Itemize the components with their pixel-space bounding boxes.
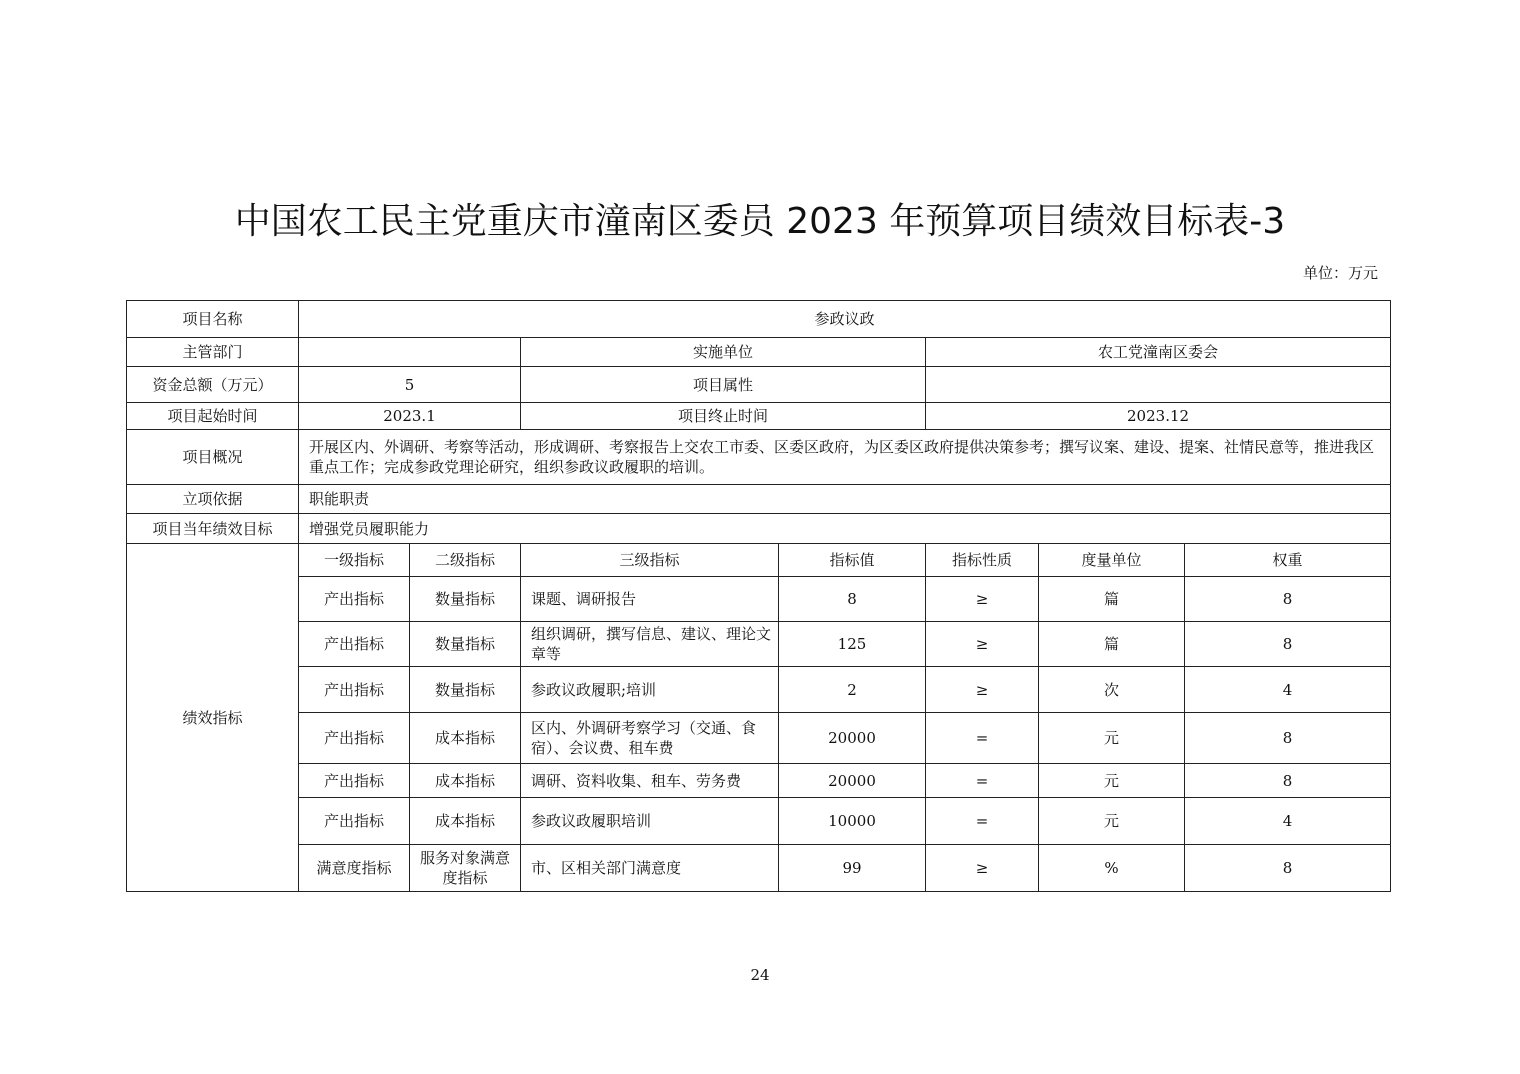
cell-unit: % — [1039, 845, 1185, 892]
cell-weight: 8 — [1185, 845, 1391, 892]
row-overview — [127, 430, 1391, 485]
cell-level3: 课题、调研报告 — [521, 577, 779, 622]
cell-level1: 产出指标 — [299, 713, 410, 764]
overview-value: 开展区内、外调研、考察等活动，形成调研、考察报告上交农工市委、区委区政府，为区委区政府提供决策参考；撰写议案、建设、提案、社情民意等，推进我区重点工作；完成参政党理论研究，组织参政议政履职的培训。 — [299, 430, 1391, 485]
cell-unit: 篇 — [1039, 622, 1185, 667]
table-row — [127, 798, 1391, 845]
row-time — [127, 403, 1391, 430]
table-row — [127, 845, 1391, 892]
impl-value: 农工党潼南区委会 — [926, 338, 1391, 367]
cell-weight: 8 — [1185, 713, 1391, 764]
indicators-section-label: 绩效指标 — [127, 544, 299, 892]
basis-label: 立项依据 — [127, 485, 299, 514]
fund-value: 5 — [299, 367, 521, 403]
cell-nature: = — [926, 764, 1039, 798]
header-value: 指标值 — [779, 544, 926, 577]
attr-label: 项目属性 — [521, 367, 926, 403]
cell-level3: 参政议政履职;培训 — [521, 667, 779, 713]
cell-weight: 4 — [1185, 798, 1391, 845]
row-basis — [127, 485, 1391, 514]
cell-weight: 4 — [1185, 667, 1391, 713]
overview-label: 项目概况 — [127, 430, 299, 485]
cell-level2: 数量指标 — [410, 622, 521, 667]
table-row — [127, 622, 1391, 667]
cell-level1: 产出指标 — [299, 798, 410, 845]
cell-level2: 服务对象满意度指标 — [410, 845, 521, 892]
project-name-value: 参政议政 — [299, 301, 1391, 338]
cell-nature: ≥ — [926, 577, 1039, 622]
cell-nature: ≥ — [926, 667, 1039, 713]
basis-value: 职能职责 — [299, 485, 1391, 514]
row-department — [127, 338, 1391, 367]
cell-level2: 成本指标 — [410, 713, 521, 764]
dept-label: 主管部门 — [127, 338, 299, 367]
row-fund — [127, 367, 1391, 403]
cell-unit: 元 — [1039, 798, 1185, 845]
dept-value — [299, 338, 521, 367]
cell-level3: 市、区相关部门满意度 — [521, 845, 779, 892]
cell-level1: 满意度指标 — [299, 845, 410, 892]
end-value: 2023.12 — [926, 403, 1391, 430]
page-number: 24 — [750, 966, 770, 984]
cell-level2: 数量指标 — [410, 667, 521, 713]
cell-value: 99 — [779, 845, 926, 892]
cell-level1: 产出指标 — [299, 577, 410, 622]
cell-nature: ≥ — [926, 622, 1039, 667]
cell-nature: = — [926, 713, 1039, 764]
performance-table — [126, 300, 1391, 892]
table-row — [127, 713, 1391, 764]
document-title: 中国农工民主党重庆市潼南区委员 2023 年预算项目绩效目标表-3 — [234, 201, 1286, 242]
cell-value: 10000 — [779, 798, 926, 845]
impl-label: 实施单位 — [521, 338, 926, 367]
unit-label: 单位：万元 — [1302, 264, 1378, 282]
table-row — [127, 667, 1391, 713]
cell-level3: 组织调研，撰写信息、建议、理论文章等 — [521, 622, 779, 667]
row-project-name — [127, 301, 1391, 338]
fund-label: 资金总额（万元） — [127, 367, 299, 403]
project-name-label: 项目名称 — [127, 301, 299, 338]
cell-nature: = — [926, 798, 1039, 845]
goal-label: 项目当年绩效目标 — [127, 514, 299, 544]
cell-value: 8 — [779, 577, 926, 622]
header-weight: 权重 — [1185, 544, 1391, 577]
header-unit: 度量单位 — [1039, 544, 1185, 577]
cell-nature: ≥ — [926, 845, 1039, 892]
cell-unit: 元 — [1039, 764, 1185, 798]
header-level2: 二级指标 — [410, 544, 521, 577]
start-label: 项目起始时间 — [127, 403, 299, 430]
cell-value: 20000 — [779, 713, 926, 764]
goal-value: 增强党员履职能力 — [299, 514, 1391, 544]
header-level3: 三级指标 — [521, 544, 779, 577]
cell-weight: 8 — [1185, 622, 1391, 667]
cell-weight: 8 — [1185, 764, 1391, 798]
table-row — [127, 577, 1391, 622]
cell-level3: 区内、外调研考察学习（交通、食宿）、会议费、租车费 — [521, 713, 779, 764]
cell-value: 20000 — [779, 764, 926, 798]
cell-weight: 8 — [1185, 577, 1391, 622]
cell-level2: 成本指标 — [410, 764, 521, 798]
cell-level2: 数量指标 — [410, 577, 521, 622]
cell-unit: 次 — [1039, 667, 1185, 713]
row-goal — [127, 514, 1391, 544]
cell-level3: 调研、资料收集、租车、劳务费 — [521, 764, 779, 798]
header-level1: 一级指标 — [299, 544, 410, 577]
end-label: 项目终止时间 — [521, 403, 926, 430]
header-nature: 指标性质 — [926, 544, 1039, 577]
start-value: 2023.1 — [299, 403, 521, 430]
cell-level1: 产出指标 — [299, 764, 410, 798]
cell-level1: 产出指标 — [299, 667, 410, 713]
attr-value — [926, 367, 1391, 403]
cell-unit: 元 — [1039, 713, 1185, 764]
indicator-header-row — [127, 544, 1391, 577]
cell-unit: 篇 — [1039, 577, 1185, 622]
cell-level2: 成本指标 — [410, 798, 521, 845]
table-row — [127, 764, 1391, 798]
cell-level3: 参政议政履职培训 — [521, 798, 779, 845]
cell-value: 125 — [779, 622, 926, 667]
cell-level1: 产出指标 — [299, 622, 410, 667]
cell-value: 2 — [779, 667, 926, 713]
